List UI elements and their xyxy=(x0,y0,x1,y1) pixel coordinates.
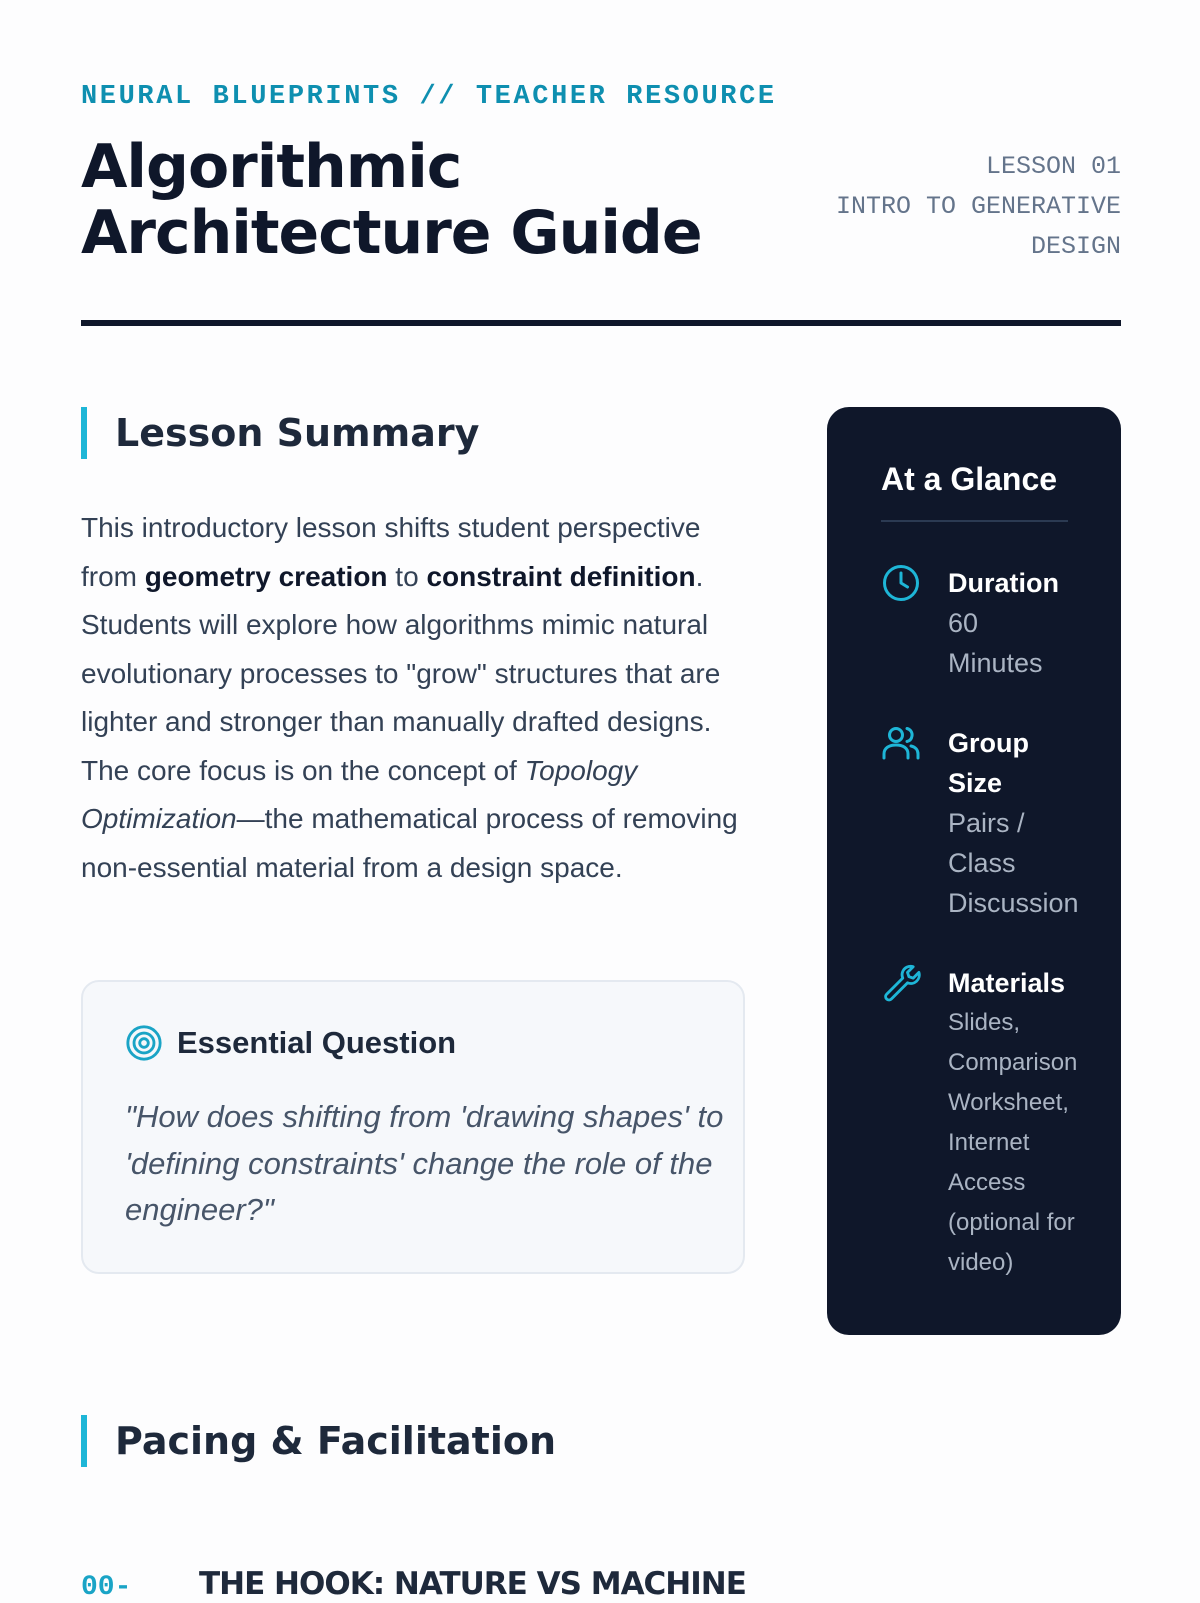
lesson-summary-heading: Lesson Summary xyxy=(81,407,479,459)
at-a-glance-divider xyxy=(881,520,1068,522)
summary-bold-1: geometry creation xyxy=(144,560,388,592)
wrench-icon xyxy=(881,963,921,1003)
summary-text-3: . Students will explore how algorithms mimic natural evolutionary processes to "grow" structures that are lighter and stronger than manually drafted designs. The core focus is on the concept of xyxy=(81,560,721,786)
glance-value: Pairs / Class Discussion xyxy=(948,808,1079,918)
glance-text-group-size xyxy=(948,723,1098,923)
lesson-summary-text xyxy=(81,504,751,892)
summary-italic-1: Topology Optimization xyxy=(81,754,638,834)
summary-text-4: —the mathematical process of removing non-essential material from a design space. xyxy=(81,803,738,883)
resource-kicker: NEURAL BLUEPRINTS // TEACHER RESOURCE xyxy=(81,82,777,112)
summary-text-2: to xyxy=(387,560,427,592)
lesson-topic: INTRO TO GENERATIVE DESIGN xyxy=(835,192,1121,261)
clock-icon xyxy=(881,563,921,603)
at-a-glance-title: At a Glance xyxy=(881,461,1058,497)
page-title xyxy=(81,134,801,266)
header-divider xyxy=(81,320,1121,326)
glance-text-materials xyxy=(948,963,1098,1283)
lesson-number: LESSON 01 xyxy=(985,152,1121,181)
essential-question-quote: "How does shifting from 'drawing shapes' to 'defining constraints' change the role of the engineer?" xyxy=(125,1099,724,1227)
summary-bold-2: constraint definition xyxy=(426,560,696,592)
pacing-step-number: 00- xyxy=(81,1572,132,1603)
glance-label: Materials xyxy=(948,968,1066,998)
glance-label: Group Size xyxy=(948,728,1029,798)
glance-text-duration xyxy=(948,563,1098,683)
pacing-step-title: THE HOOK: NATURE VS MACHINE xyxy=(199,1566,746,1602)
summary-text-1: This introductory lesson shifts student perspective from xyxy=(81,512,701,592)
essential-question-title: Essential Question xyxy=(177,1025,457,1060)
glance-value: Slides, Comparison Worksheet, Internet Access (optional for video) xyxy=(948,1009,1078,1276)
title-line-2: Architecture Guide xyxy=(81,198,702,268)
title-line-1: Algorithmic xyxy=(81,132,462,202)
users-icon xyxy=(881,723,921,763)
at-a-glance-panel xyxy=(827,407,1121,1335)
target-icon xyxy=(125,1024,163,1062)
glance-label: Duration xyxy=(948,568,1059,598)
lesson-meta xyxy=(791,147,1121,267)
pacing-heading: Pacing & Facilitation xyxy=(81,1415,556,1467)
glance-value: 60 Minutes xyxy=(948,608,1043,678)
essential-question-header xyxy=(125,1024,456,1062)
essential-question-card xyxy=(81,980,745,1274)
